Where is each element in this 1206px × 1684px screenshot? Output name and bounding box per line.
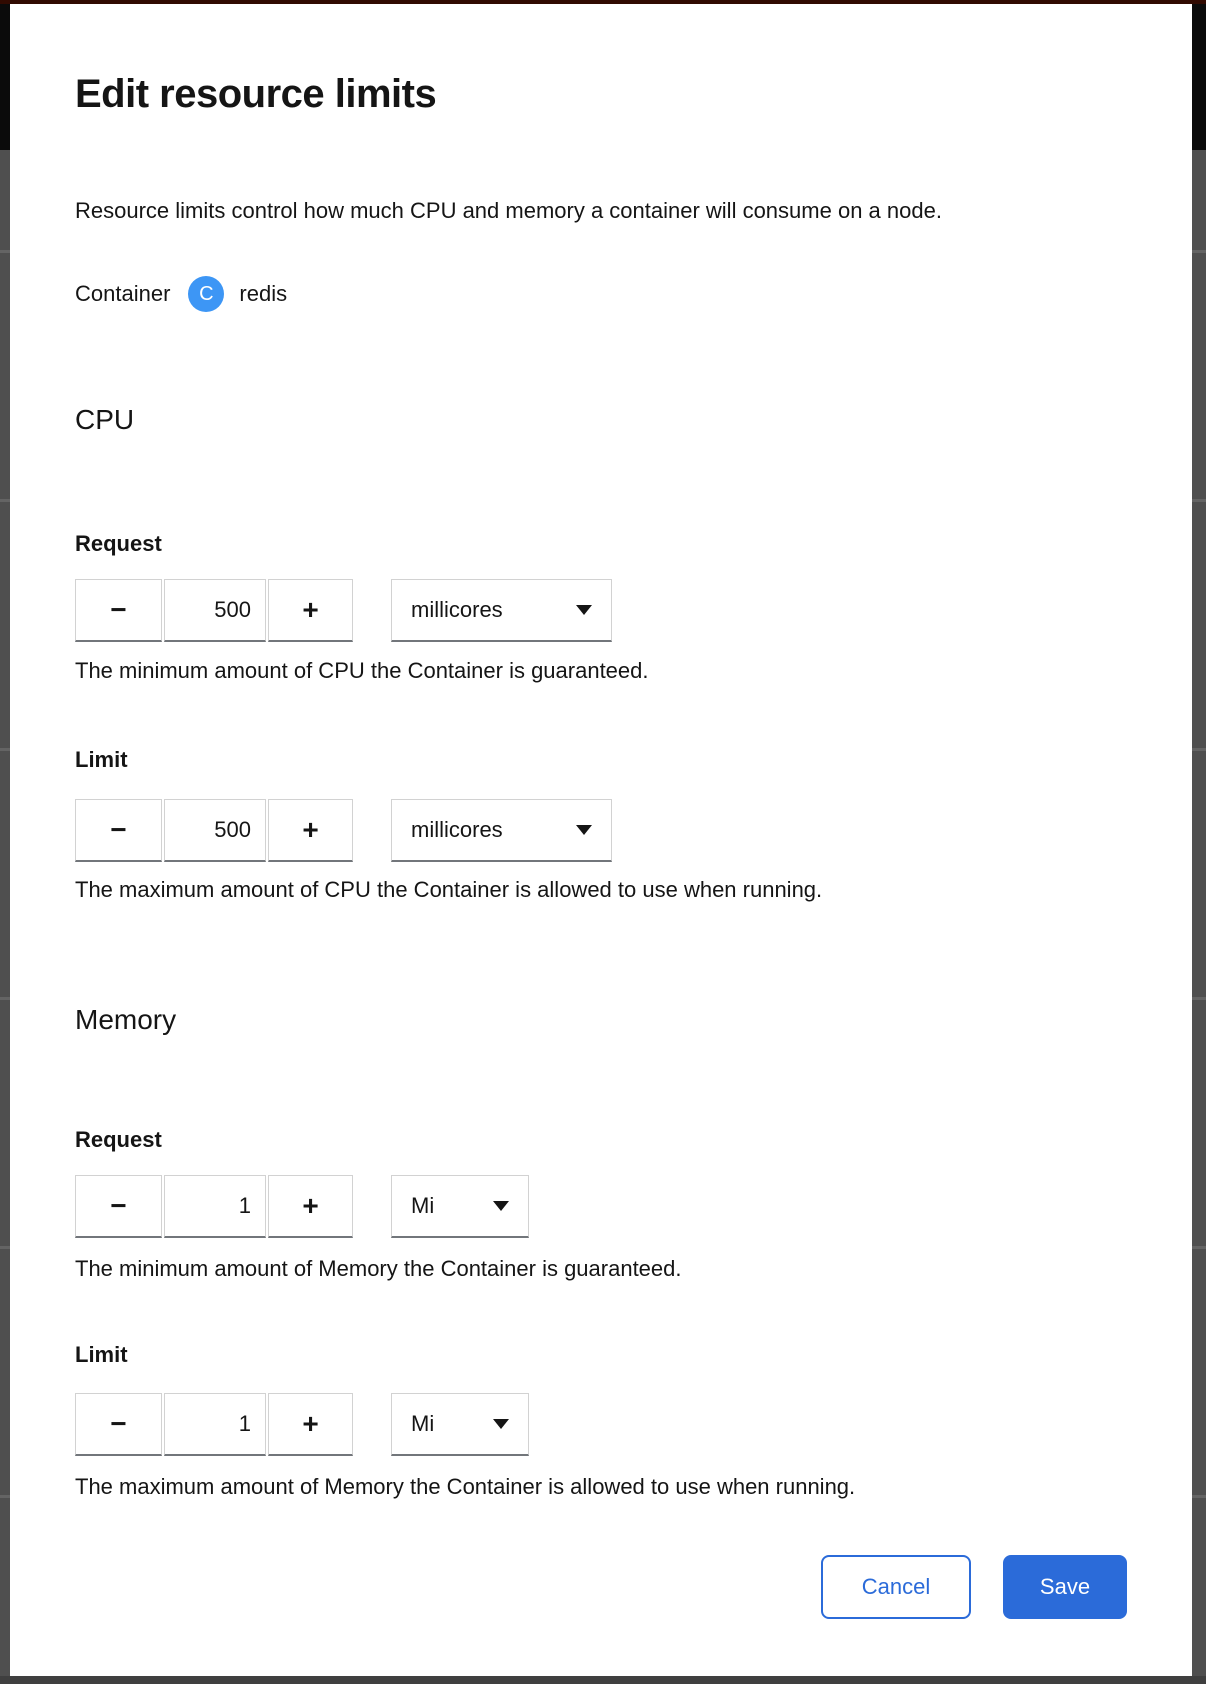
cpu-limit-help-text: The maximum amount of CPU the Container is allowed to use when running. xyxy=(75,877,823,902)
memory-limit-value-input[interactable] xyxy=(164,1393,266,1456)
cpu-request-increment-button[interactable] xyxy=(268,579,353,642)
memory-limit-number-spinner xyxy=(75,1393,353,1456)
cpu-limit-value-input[interactable] xyxy=(164,799,266,862)
minus-icon: − xyxy=(110,1408,127,1439)
minus-icon: − xyxy=(110,594,127,625)
cpu-limit-unit-select[interactable] xyxy=(391,799,612,862)
container-row xyxy=(75,274,1127,314)
minus-icon: − xyxy=(110,1190,127,1221)
plus-icon: + xyxy=(302,814,319,845)
cpu-limit-increment-button[interactable] xyxy=(268,799,353,862)
memory-limit-input-row xyxy=(75,1393,1127,1456)
cpu-request-unit-select[interactable] xyxy=(391,579,612,642)
plus-icon: + xyxy=(302,1190,319,1221)
cpu-limit-input-row xyxy=(75,799,1127,862)
memory-request-help-text: The minimum amount of Memory the Container is guaranteed. xyxy=(75,1256,682,1281)
save-button[interactable]: Save xyxy=(1003,1555,1127,1619)
memory-request-unit-value: Mi xyxy=(411,1193,435,1218)
memory-limit-increment-button[interactable] xyxy=(268,1393,353,1456)
cpu-request-decrement-button[interactable] xyxy=(75,579,162,642)
page-background-edge-bottom xyxy=(0,1676,1206,1684)
modal-title: Edit resource limits xyxy=(75,72,437,116)
memory-request-label: Request xyxy=(75,1127,162,1152)
plus-icon: + xyxy=(302,1408,319,1439)
memory-request-decrement-button[interactable] xyxy=(75,1175,162,1238)
memory-limit-help-text: The maximum amount of Memory the Container is allowed to use when running. xyxy=(75,1474,856,1499)
memory-request-number-spinner xyxy=(75,1175,353,1238)
memory-request-input-row xyxy=(75,1175,1127,1238)
cpu-request-input-row xyxy=(75,579,1127,642)
edit-resource-limits-modal xyxy=(10,4,1192,1676)
page-background-edge-right xyxy=(1192,4,1206,1684)
caret-down-icon xyxy=(576,605,592,615)
memory-limit-decrement-button[interactable] xyxy=(75,1393,162,1456)
plus-icon: + xyxy=(302,594,319,625)
cpu-request-value-input[interactable] xyxy=(164,579,266,642)
memory-section-heading: Memory xyxy=(75,1004,177,1035)
page-background-edge-left xyxy=(0,4,10,1684)
memory-request-unit-select[interactable] xyxy=(391,1175,529,1238)
modal-description: Resource limits control how much CPU and memory a container will consume on a node. xyxy=(75,198,942,223)
memory-request-value-input[interactable] xyxy=(164,1175,266,1238)
cpu-request-unit-value: millicores xyxy=(411,597,503,622)
container-name: redis xyxy=(239,281,288,306)
caret-down-icon xyxy=(576,825,592,835)
cpu-request-label: Request xyxy=(75,531,162,556)
cpu-limit-unit-value: millicores xyxy=(411,817,503,842)
minus-icon: − xyxy=(110,814,127,845)
caret-down-icon xyxy=(493,1201,509,1211)
container-label: Container xyxy=(75,281,171,306)
cpu-request-help-text: The minimum amount of CPU the Container is guaranteed. xyxy=(75,658,649,683)
cpu-request-number-spinner xyxy=(75,579,353,642)
modal-actions xyxy=(75,1555,1127,1619)
cpu-limit-decrement-button[interactable] xyxy=(75,799,162,862)
cpu-section-heading: CPU xyxy=(75,404,135,435)
memory-limit-label: Limit xyxy=(75,1342,128,1367)
cancel-button[interactable]: Cancel xyxy=(821,1555,971,1619)
caret-down-icon xyxy=(493,1419,509,1429)
container-badge-icon: C xyxy=(188,276,224,312)
memory-limit-unit-select[interactable] xyxy=(391,1393,529,1456)
cpu-limit-number-spinner xyxy=(75,799,353,862)
memory-limit-unit-value: Mi xyxy=(411,1411,435,1436)
cpu-limit-label: Limit xyxy=(75,747,128,772)
memory-request-increment-button[interactable] xyxy=(268,1175,353,1238)
